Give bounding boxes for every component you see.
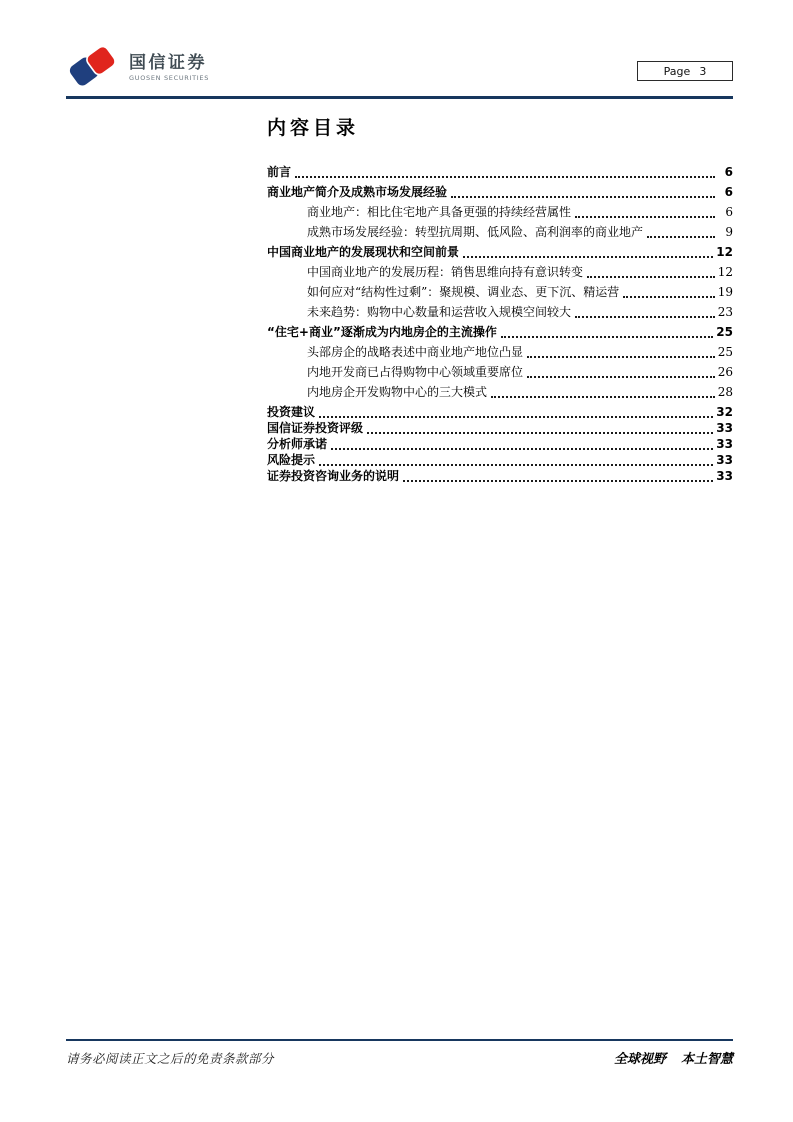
toc-entry[interactable] (267, 405, 733, 421)
toc-leader-dots (367, 432, 713, 434)
toc-entry-page: 33 (716, 453, 733, 467)
guosen-logo (66, 44, 209, 92)
toc-leader-dots (331, 448, 713, 450)
toc-entry-page: 25 (716, 325, 733, 339)
brand-name-cn: 国信证券 (129, 52, 207, 73)
toc-leader-dots (319, 416, 713, 418)
toc-entry[interactable] (267, 437, 733, 453)
toc-leader-dots (295, 176, 715, 178)
toc-entry-label: “住宅+商业”逐渐成为内地房企的主流操作 (267, 325, 497, 339)
toc-entry[interactable] (267, 165, 733, 181)
footer-disclaimer: 请务必阅读正文之后的免责条款部分 (66, 1051, 275, 1066)
toc-entry-label: 商业地产：相比住宅地产具备更强的持续经营属性 (307, 205, 572, 219)
toc-leader-dots (451, 196, 715, 198)
toc-entry-page: 6 (724, 185, 733, 199)
toc-leader-dots (403, 480, 713, 482)
toc-entry-label: 前言 (267, 165, 292, 179)
toc-entry-label: 风险提示 (267, 453, 316, 467)
toc-entry-page: 12 (716, 245, 733, 259)
toc-entry-label: 未来趋势：购物中心数量和运营收入规模空间较大 (307, 305, 572, 319)
toc-entry-page: 25 (717, 345, 733, 359)
toc-entry-label: 成熟市场发展经验：转型抗周期、低风险、高利润率的商业地产 (307, 225, 644, 239)
toc-entry[interactable] (267, 305, 733, 321)
toc-entry[interactable] (267, 421, 733, 437)
toc-entry-page: 33 (716, 469, 733, 483)
toc-entry-label: 证券投资咨询业务的说明 (267, 469, 400, 483)
toc-entry[interactable] (267, 205, 733, 221)
header-rule (66, 96, 733, 99)
footer-slogan-part1: 全球视野 (613, 1052, 666, 1067)
footer-rule (66, 1039, 733, 1041)
toc-leader-dots (623, 296, 714, 298)
toc-entry-page: 28 (717, 385, 733, 399)
toc-entry-label: 如何应对“结构性过剩”：聚规模、调业态、更下沉、精运营 (307, 285, 620, 299)
logo-text (129, 54, 209, 83)
toc-leader-dots (319, 464, 713, 466)
footer-slogan-part2: 本土智慧 (680, 1052, 733, 1067)
toc-leader-dots (463, 256, 713, 258)
page-number-box (637, 61, 733, 81)
toc-entry-page: 9 (725, 225, 733, 239)
page-number: 3 (699, 64, 707, 78)
toc-leader-dots (491, 396, 715, 398)
toc-entry-page: 6 (725, 205, 733, 219)
toc-entry-label: 内地开发商已占得购物中心领域重要席位 (307, 365, 524, 379)
toc-entry-page: 6 (724, 165, 733, 179)
toc-entry-page: 23 (717, 305, 733, 319)
toc-entry-label: 中国商业地产的发展历程：销售思维向持有意识转变 (307, 265, 584, 279)
toc-entry-page: 19 (717, 285, 733, 299)
toc-leader-dots (501, 336, 713, 338)
toc-entry-label: 内地房企开发购物中心的三大模式 (307, 385, 488, 399)
toc-entry[interactable] (267, 385, 733, 401)
brand-name-en: GUOSEN SECURITIES (129, 74, 210, 83)
toc-leader-dots (527, 376, 715, 378)
guosen-logo-icon (66, 44, 122, 92)
toc-entry[interactable] (267, 453, 733, 469)
toc-entry-page: 33 (716, 421, 733, 435)
toc-entry[interactable] (267, 265, 733, 281)
toc-leader-dots (527, 356, 715, 358)
page-header (66, 44, 733, 92)
toc-title: 内容目录 (267, 117, 360, 139)
toc-entry[interactable] (267, 285, 733, 301)
toc-entry-label: 中国商业地产的发展现状和空间前景 (267, 245, 460, 259)
toc-list (267, 165, 733, 485)
toc-entry-label: 分析师承诺 (267, 437, 328, 451)
toc-entry-page: 33 (716, 437, 733, 451)
toc-entry[interactable] (267, 325, 733, 341)
toc-entry-label: 商业地产简介及成熟市场发展经验 (267, 185, 448, 199)
page-label: Page (663, 64, 691, 78)
toc-entry[interactable] (267, 345, 733, 361)
toc-section (267, 114, 733, 485)
toc-entry[interactable] (267, 245, 733, 261)
toc-entry[interactable] (267, 469, 733, 485)
toc-entry-page: 32 (716, 405, 733, 419)
toc-entry[interactable] (267, 185, 733, 201)
toc-entry-page: 26 (717, 365, 733, 379)
toc-entry-label: 头部房企的战略表述中商业地产地位凸显 (307, 345, 524, 359)
toc-leader-dots (575, 316, 715, 318)
toc-leader-dots (647, 236, 715, 238)
toc-entry[interactable] (267, 225, 733, 241)
page-footer (66, 1039, 733, 1067)
footer-slogan (614, 1048, 733, 1067)
toc-entry-page: 12 (717, 265, 733, 279)
footer-row (66, 1048, 733, 1067)
toc-leader-dots (587, 276, 715, 278)
toc-entry-label: 投资建议 (267, 405, 316, 419)
toc-leader-dots (575, 216, 715, 218)
toc-entry[interactable] (267, 365, 733, 381)
toc-entry-label: 国信证券投资评级 (267, 421, 364, 435)
